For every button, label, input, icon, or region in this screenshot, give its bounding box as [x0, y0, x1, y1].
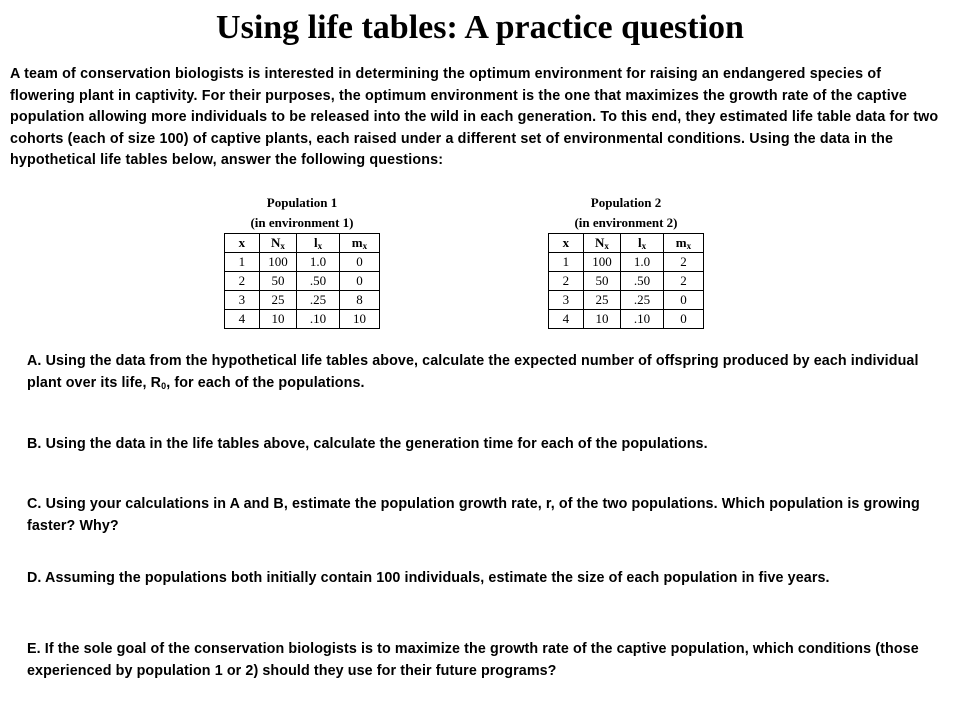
cell-mx: 0 [339, 272, 379, 291]
cell-nx: 50 [259, 272, 296, 291]
question-e: E. If the sole goal of the conservation biologists is to maximize the growth rate of the captive population, which conditions (those experienced by population 1 or 2) should they use for their future programs? [27, 641, 919, 679]
cell-mx: 0 [663, 291, 703, 310]
population-2-caption-title: Population 2 [590, 195, 662, 210]
cell-x: 2 [225, 272, 260, 291]
cell-nx: 10 [583, 310, 620, 329]
question-b: B. Using the data in the life tables above, calculate the generation time for each of the populations. [27, 436, 708, 452]
cell-nx: 100 [259, 253, 296, 272]
cell-mx: 8 [339, 291, 379, 310]
population-1-caption-environment: (in environment 1) [250, 215, 354, 230]
question-d: D. Assuming the populations both initially contain 100 individuals, estimate the size of each population in five years. [27, 570, 830, 586]
question-a-subscript: 0 [161, 380, 167, 391]
cell-lx: .10 [621, 310, 664, 329]
life-table-population-1 [224, 233, 380, 329]
cell-lx: .50 [621, 272, 664, 291]
cell-mx: 0 [663, 310, 703, 329]
table-header-row [225, 234, 380, 253]
cell-mx: 0 [339, 253, 379, 272]
life-table-population-2 [548, 233, 704, 329]
cell-x: 1 [549, 253, 584, 272]
question-a-text: A. Using the data from the hypothetical life tables above, calculate the expected number of offspring produced by each individual plant over its life, R [27, 353, 919, 391]
cell-lx: 1.0 [297, 253, 340, 272]
population-2-caption-environment: (in environment 2) [574, 215, 678, 230]
cell-lx: .25 [297, 291, 340, 310]
header-mx: $m_x$ [339, 234, 379, 253]
cell-nx: 50 [583, 272, 620, 291]
header-mx: $m_x$ [663, 234, 703, 253]
cell-x: 3 [225, 291, 260, 310]
table-row [549, 253, 704, 272]
header-nx: $N_x$ [259, 234, 296, 253]
cell-nx: 25 [583, 291, 620, 310]
cell-nx: 25 [259, 291, 296, 310]
cell-x: 4 [225, 310, 260, 329]
header-x: x [225, 234, 260, 253]
question-a-text-end: , for each of the populations. [166, 374, 365, 391]
header-lx: $l_x$ [621, 234, 664, 253]
cell-lx: .50 [297, 272, 340, 291]
cell-mx: 10 [339, 310, 379, 329]
cell-x: 2 [549, 272, 584, 291]
cell-lx: 1.0 [621, 253, 664, 272]
question-c: C. Using your calculations in A and B, estimate the population growth rate, r, of the two populations. Which population is growing faster? Why? [27, 496, 920, 534]
population-2-caption [548, 193, 704, 233]
table-row [225, 253, 380, 272]
page-title: Using life tables: A practice question [216, 9, 744, 46]
table-header-row [549, 234, 704, 253]
question-a [27, 351, 937, 394]
cell-lx: .25 [621, 291, 664, 310]
header-lx: $l_x$ [297, 234, 340, 253]
cell-x: 1 [225, 253, 260, 272]
table-row [225, 291, 380, 310]
intro-paragraph: A team of conservation biologists is interested in determining the optimum environment for raising an endangered species of flowering plant in captivity. For their purposes, the optimum environment is the one that maximizes the growth rate of the captive population allowing more individuals to be released into the wild in each generation. To this end, they estimated life table data for two cohorts (each of size 100) of captive plants, each raised under a different set of environmental conditions. Using the data in the hypothetical life tables below, answer the following questions: [10, 66, 939, 168]
table-row [225, 272, 380, 291]
cell-mx: 2 [663, 253, 703, 272]
table-row [549, 272, 704, 291]
table-row [549, 310, 704, 329]
table-row [549, 291, 704, 310]
cell-x: 3 [549, 291, 584, 310]
cell-mx: 2 [663, 272, 703, 291]
header-nx: $N_x$ [583, 234, 620, 253]
cell-nx: 10 [259, 310, 296, 329]
cell-nx: 100 [583, 253, 620, 272]
population-1-caption [224, 193, 380, 233]
cell-x: 4 [549, 310, 584, 329]
population-1-caption-title: Population 1 [266, 195, 338, 210]
header-x: x [549, 234, 584, 253]
cell-lx: .10 [297, 310, 340, 329]
table-row [225, 310, 380, 329]
